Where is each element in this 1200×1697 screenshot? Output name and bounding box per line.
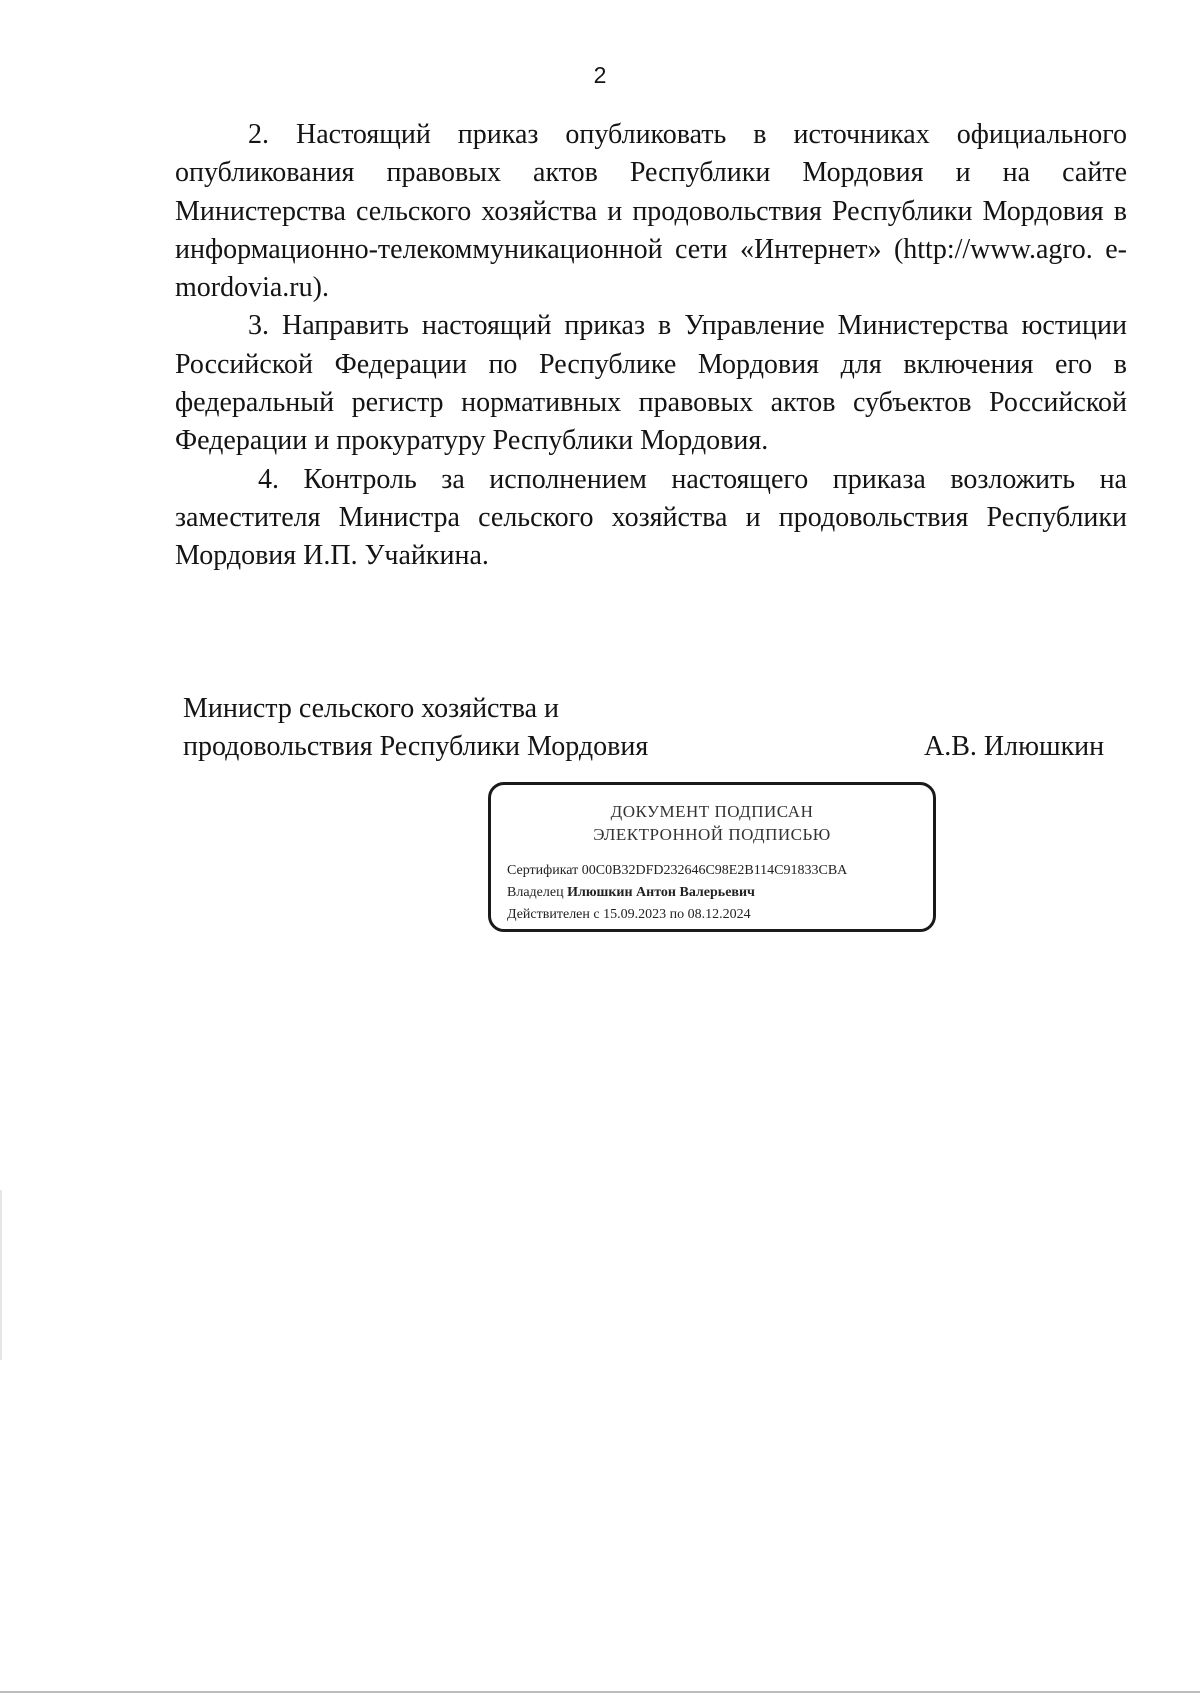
stamp-certificate-label: Сертификат <box>507 863 579 878</box>
stamp-title <box>491 800 933 846</box>
stamp-certificate-line <box>507 860 847 882</box>
stamp-valid-from-word: с <box>593 907 600 922</box>
signatory-position-line-2: продовольствия Республики Мордовия <box>183 731 649 762</box>
stamp-valid-to: 08.12.2024 <box>687 907 751 922</box>
signatory-name: А.В. Илюшкин <box>924 731 1105 762</box>
scan-bottom-edge <box>0 1691 1200 1693</box>
paragraph-control: 4. Контроль за исполнением настоящего приказа возложить на заместителя Министра сельского хозяйства и продовольствия Республики Мордовия И.П. Учайкина. <box>175 463 1127 572</box>
stamp-valid-from: 15.09.2023 <box>603 907 667 922</box>
stamp-title-line-1: ДОКУМЕНТ ПОДПИСАН <box>610 802 814 821</box>
stamp-validity-line <box>507 904 847 926</box>
stamp-owner-label: Владелец <box>507 885 564 900</box>
signatory-position <box>183 690 648 766</box>
stamp-certificate-value: 00C0B32DFD232646C98E2B114C91833CBA <box>581 863 848 878</box>
page-number: 2 <box>593 62 607 88</box>
paragraph-registration: 3. Направить настоящий приказ в Управление Министерства юстиции Российской Федерации по Республике Мордовия для включения его в федеральный регистр нормативных правовых актов субъектов Российской Федерации и прокуратуру Республики Мордовия. <box>175 310 1127 457</box>
paragraph-publication: 2. Настоящий приказ опубликовать в источниках официального опубликования правовых актов Республики Мордовия и на сайте Министерства сельского хозяйства и продовольствия Республики Мордовия в информационно-телекоммуникационной сети «Интернет» (http://www.agro. e-mordovia.ru). <box>175 119 1127 304</box>
stamp-valid-label: Действителен <box>507 907 590 922</box>
signatory-position-line-1: Министр сельского хозяйства и <box>183 693 559 724</box>
stamp-valid-to-word: по <box>669 907 685 922</box>
scan-edge-mark <box>0 1190 2 1360</box>
stamp-owner-value: Илюшкин Антон Валерьевич <box>567 885 755 900</box>
stamp-title-line-2: ЭЛЕКТРОННОЙ ПОДПИСЬЮ <box>593 825 831 844</box>
order-body <box>175 116 1127 576</box>
electronic-signature-stamp <box>488 782 936 932</box>
stamp-owner-line <box>507 882 847 904</box>
stamp-details <box>507 860 847 926</box>
